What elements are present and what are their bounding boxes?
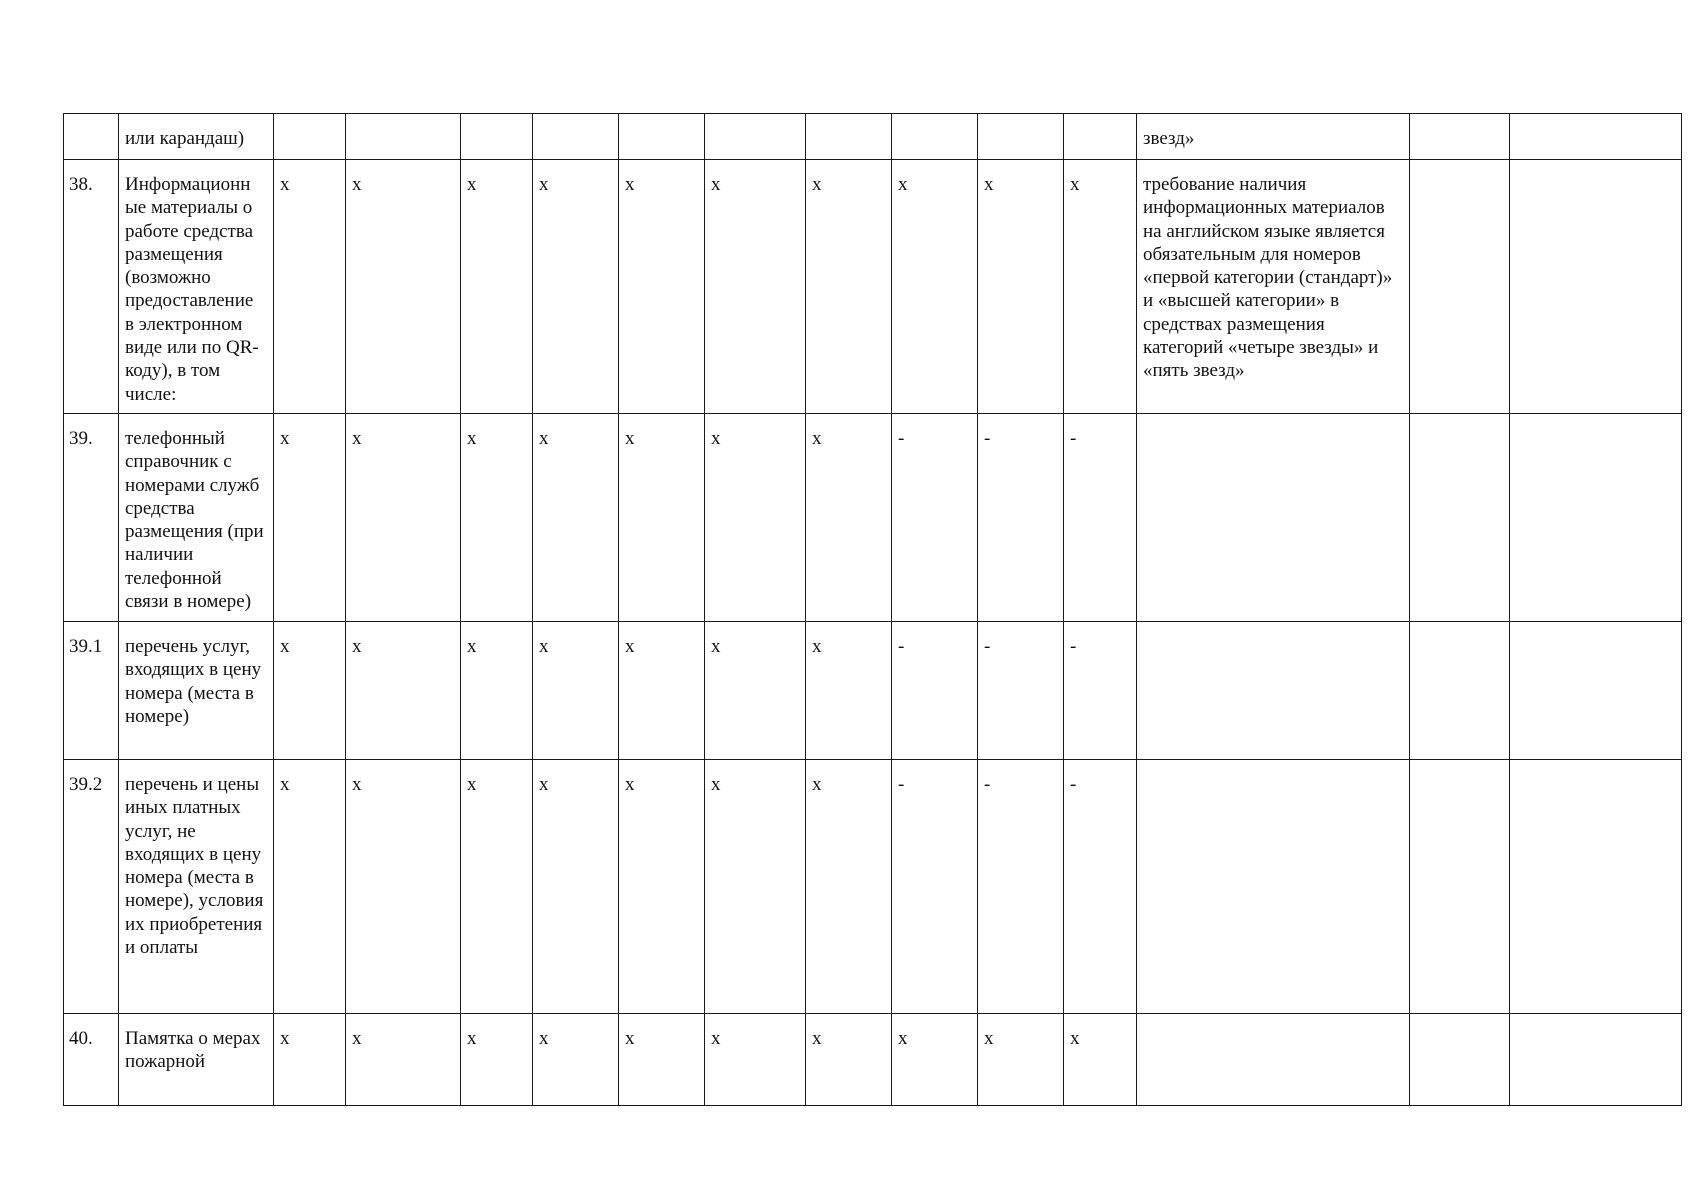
requirement-name: перечень и цены иных платных услуг, не входящих в цену номера (места в номере), условия их приобретения и оплаты — [119, 760, 274, 1014]
category-mark-cell: x — [806, 622, 892, 760]
category-mark-cell: x — [619, 160, 705, 414]
category-mark-cell: - — [978, 622, 1064, 760]
row-number: 39. — [64, 414, 119, 622]
category-mark-cell: x — [346, 622, 461, 760]
note-cell: требование наличия информационных материалов на английском языке является обязательным для номеров «первой категории (стандарт)» и «высшей категории» в средствах размещения категорий «четыре звезды» и «пять звезд» — [1137, 160, 1410, 414]
category-mark-cell: x — [806, 414, 892, 622]
category-mark-cell: x — [619, 760, 705, 1014]
empty-cell — [1510, 622, 1682, 760]
table-row — [64, 414, 1682, 622]
requirement-name: или карандаш) — [119, 114, 274, 160]
category-mark-cell: x — [346, 414, 461, 622]
category-mark-cell — [346, 114, 461, 160]
category-mark-cell: - — [1064, 622, 1137, 760]
category-mark-cell: x — [533, 160, 619, 414]
empty-cell — [1410, 114, 1510, 160]
requirement-name: Памятка о мерах пожарной — [119, 1014, 274, 1106]
requirement-name: телефонный справочник с номерами служб средства размещения (при наличии телефонной связи в номере) — [119, 414, 274, 622]
table-row — [64, 622, 1682, 760]
category-mark-cell: x — [274, 414, 346, 622]
empty-cell — [1410, 1014, 1510, 1106]
category-mark-cell: x — [978, 160, 1064, 414]
category-mark-cell: x — [705, 622, 806, 760]
category-mark-cell: x — [533, 622, 619, 760]
category-mark-cell: x — [533, 414, 619, 622]
note-cell: звезд» — [1137, 114, 1410, 160]
empty-cell — [1410, 622, 1510, 760]
category-mark-cell: x — [892, 1014, 978, 1106]
category-mark-cell: - — [892, 414, 978, 622]
empty-cell — [1410, 760, 1510, 1014]
category-mark-cell — [978, 114, 1064, 160]
table-row — [64, 160, 1682, 414]
table-row — [64, 114, 1682, 160]
empty-cell — [1510, 414, 1682, 622]
category-mark-cell: x — [619, 622, 705, 760]
category-mark-cell — [705, 114, 806, 160]
row-number: 39.2 — [64, 760, 119, 1014]
table-row — [64, 1014, 1682, 1106]
category-mark-cell — [1064, 114, 1137, 160]
category-mark-cell — [533, 114, 619, 160]
row-number: 40. — [64, 1014, 119, 1106]
empty-cell — [1510, 160, 1682, 414]
category-mark-cell: x — [705, 760, 806, 1014]
requirement-name: Информационн ые материалы о работе средства размещения (возможно предоставление в электронном виде или по QR-коду), в том числе: — [119, 160, 274, 414]
category-mark-cell: x — [533, 1014, 619, 1106]
row-number — [64, 114, 119, 160]
empty-cell — [1510, 1014, 1682, 1106]
note-cell — [1137, 1014, 1410, 1106]
category-mark-cell: x — [461, 622, 533, 760]
category-mark-cell: x — [461, 1014, 533, 1106]
category-mark-cell — [619, 114, 705, 160]
category-mark-cell: - — [978, 414, 1064, 622]
empty-cell — [1510, 114, 1682, 160]
category-mark-cell: - — [1064, 760, 1137, 1014]
category-mark-cell: x — [1064, 160, 1137, 414]
category-mark-cell: x — [1064, 1014, 1137, 1106]
note-cell — [1137, 414, 1410, 622]
category-mark-cell — [892, 114, 978, 160]
requirement-name: перечень услуг, входящих в цену номера (места в номере) — [119, 622, 274, 760]
category-mark-cell: x — [461, 414, 533, 622]
category-mark-cell: x — [619, 414, 705, 622]
category-mark-cell: x — [461, 760, 533, 1014]
category-mark-cell: x — [346, 760, 461, 1014]
category-mark-cell: x — [806, 160, 892, 414]
category-mark-cell: x — [705, 1014, 806, 1106]
category-mark-cell: x — [533, 760, 619, 1014]
category-mark-cell: x — [274, 160, 346, 414]
category-mark-cell: x — [806, 760, 892, 1014]
category-mark-cell: - — [892, 760, 978, 1014]
category-mark-cell — [461, 114, 533, 160]
category-mark-cell: x — [346, 160, 461, 414]
category-mark-cell: x — [274, 760, 346, 1014]
category-mark-cell: x — [978, 1014, 1064, 1106]
category-mark-cell: x — [274, 622, 346, 760]
category-mark-cell — [806, 114, 892, 160]
empty-cell — [1410, 414, 1510, 622]
category-mark-cell: x — [346, 1014, 461, 1106]
category-mark-cell: x — [705, 160, 806, 414]
category-mark-cell: - — [978, 760, 1064, 1014]
note-cell — [1137, 622, 1410, 760]
table-row — [64, 760, 1682, 1014]
category-mark-cell — [274, 114, 346, 160]
category-mark-cell: - — [1064, 414, 1137, 622]
category-mark-cell: x — [892, 160, 978, 414]
category-mark-cell: x — [461, 160, 533, 414]
category-mark-cell: x — [806, 1014, 892, 1106]
category-mark-cell: - — [892, 622, 978, 760]
row-number: 38. — [64, 160, 119, 414]
category-mark-cell: x — [705, 414, 806, 622]
criteria-table — [63, 113, 1682, 1106]
empty-cell — [1410, 160, 1510, 414]
row-number: 39.1 — [64, 622, 119, 760]
category-mark-cell: x — [274, 1014, 346, 1106]
category-mark-cell: x — [619, 1014, 705, 1106]
empty-cell — [1510, 760, 1682, 1014]
note-cell — [1137, 760, 1410, 1014]
